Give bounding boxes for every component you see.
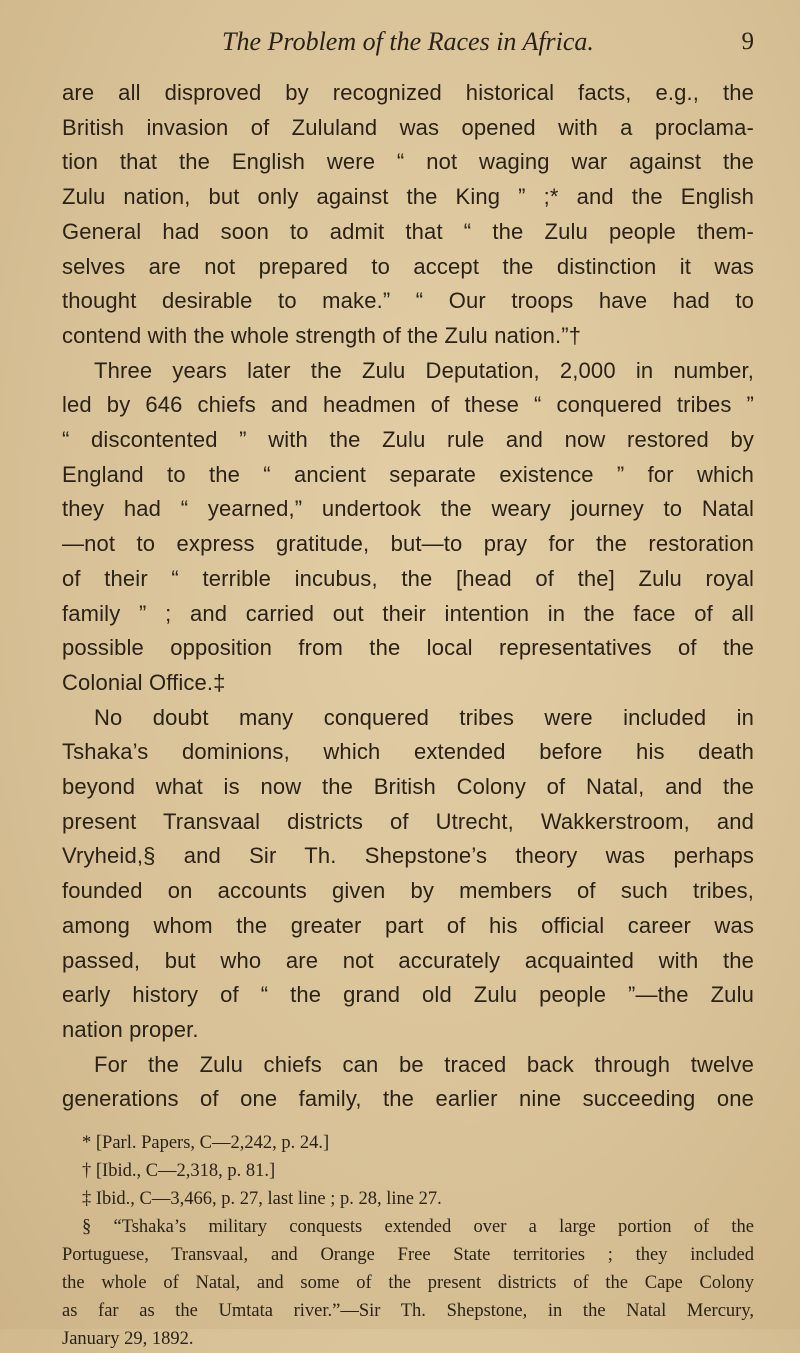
page-number: 9 (741, 28, 754, 55)
text-line: Vryheid,§ and Sir Th. Shepstone’s theory was perhaps (62, 843, 754, 869)
running-head (62, 22, 754, 62)
text-line: —not to express gratitude, but—to pray for the restoration (62, 531, 754, 557)
footnote-line: § “Tshaka’s military conquests extended over a large portion of the (82, 1217, 754, 1238)
text-line: generations of one family, the earlier nine succeeding one (62, 1086, 754, 1112)
paragraph (62, 701, 754, 1048)
text-line: General had soon to admit that “ the Zulu people them- (62, 218, 754, 244)
text-line: founded on accounts given by members of such tribes, (62, 878, 754, 904)
footnote (62, 1157, 754, 1185)
running-head-title: The Problem of the Races in Africa. (222, 27, 594, 56)
text-line: thought desirable to make.” “ Our troops have had to (62, 288, 754, 314)
footnote-line: Portuguese, Transvaal, and Orange Free State territories ; they included (62, 1245, 754, 1266)
text-line: nation proper. (62, 1016, 199, 1042)
text-line: British invasion of Zululand was opened with a proclama- (62, 114, 754, 140)
text-line: No doubt many conquered tribes were included in (94, 704, 754, 730)
text-line: passed, but who are not accurately acquainted with the (62, 947, 754, 973)
paragraph (62, 354, 754, 701)
text-line: led by 646 chiefs and headmen of these “ conquered tribes ” (62, 392, 754, 418)
text-line: early history of “ the grand old Zulu people ”—the Zulu (62, 982, 754, 1008)
text-line: are all disproved by recognized historical facts, e.g., the (62, 80, 754, 105)
text-line: they had “ yearned,” undertook the weary journey to Natal (62, 496, 754, 522)
text-line: For the Zulu chiefs can be traced back through twelve (94, 1051, 754, 1077)
text-line: England to the “ ancient separate existence ” for which (62, 461, 754, 487)
paragraph (62, 1048, 754, 1117)
footnote-line: † [Ibid., C—2,318, p. 81.] (82, 1161, 276, 1182)
footnotes (62, 1129, 754, 1353)
body-text (62, 76, 754, 1117)
footnote-line: * [Parl. Papers, C—2,242, p. 24.] (82, 1133, 330, 1154)
footnote-line: ‡ Ibid., C—3,466, p. 27, last line ; p. 28, line 27. (82, 1189, 442, 1210)
footnote-line: the whole of Natal, and some of the present districts of the Cape Colony (62, 1273, 754, 1294)
text-line: of their “ terrible incubus, the [head of the] Zulu royal (62, 565, 754, 591)
text-line: Colonial Office.‡ (62, 669, 226, 695)
text-line: Zulu nation, but only against the King ” ;* and the English (62, 184, 754, 210)
text-line: selves are not prepared to accept the distinction it was (62, 253, 754, 279)
footnote (62, 1129, 754, 1157)
footnote-line: January 29, 1892. (62, 1329, 194, 1350)
text-line: Three years later the Zulu Deputation, 2,000 in number, (94, 357, 754, 383)
text-line: contend with the whole strength of the Zulu nation.”† (62, 322, 582, 348)
book-page (62, 22, 754, 1353)
text-line: tion that the English were “ not waging war against the (62, 149, 754, 175)
text-line: family ” ; and carried out their intention in the face of all (62, 600, 754, 626)
text-line: “ discontented ” with the Zulu rule and now restored by (62, 427, 754, 453)
text-line: possible opposition from the local representatives of the (62, 635, 754, 661)
text-line: Tshaka’s dominions, which extended before his death (62, 739, 754, 765)
text-line: present Transvaal districts of Utrecht, Wakkerstroom, and (62, 808, 754, 834)
text-line: among whom the greater part of his official career was (62, 912, 754, 938)
footnote-line: as far as the Umtata river.”—Sir Th. Shepstone, in the Natal Mercury, (62, 1301, 754, 1322)
paragraph (62, 76, 754, 354)
footnote (62, 1213, 754, 1353)
footnote (62, 1185, 754, 1213)
text-line: beyond what is now the British Colony of Natal, and the (62, 774, 754, 800)
